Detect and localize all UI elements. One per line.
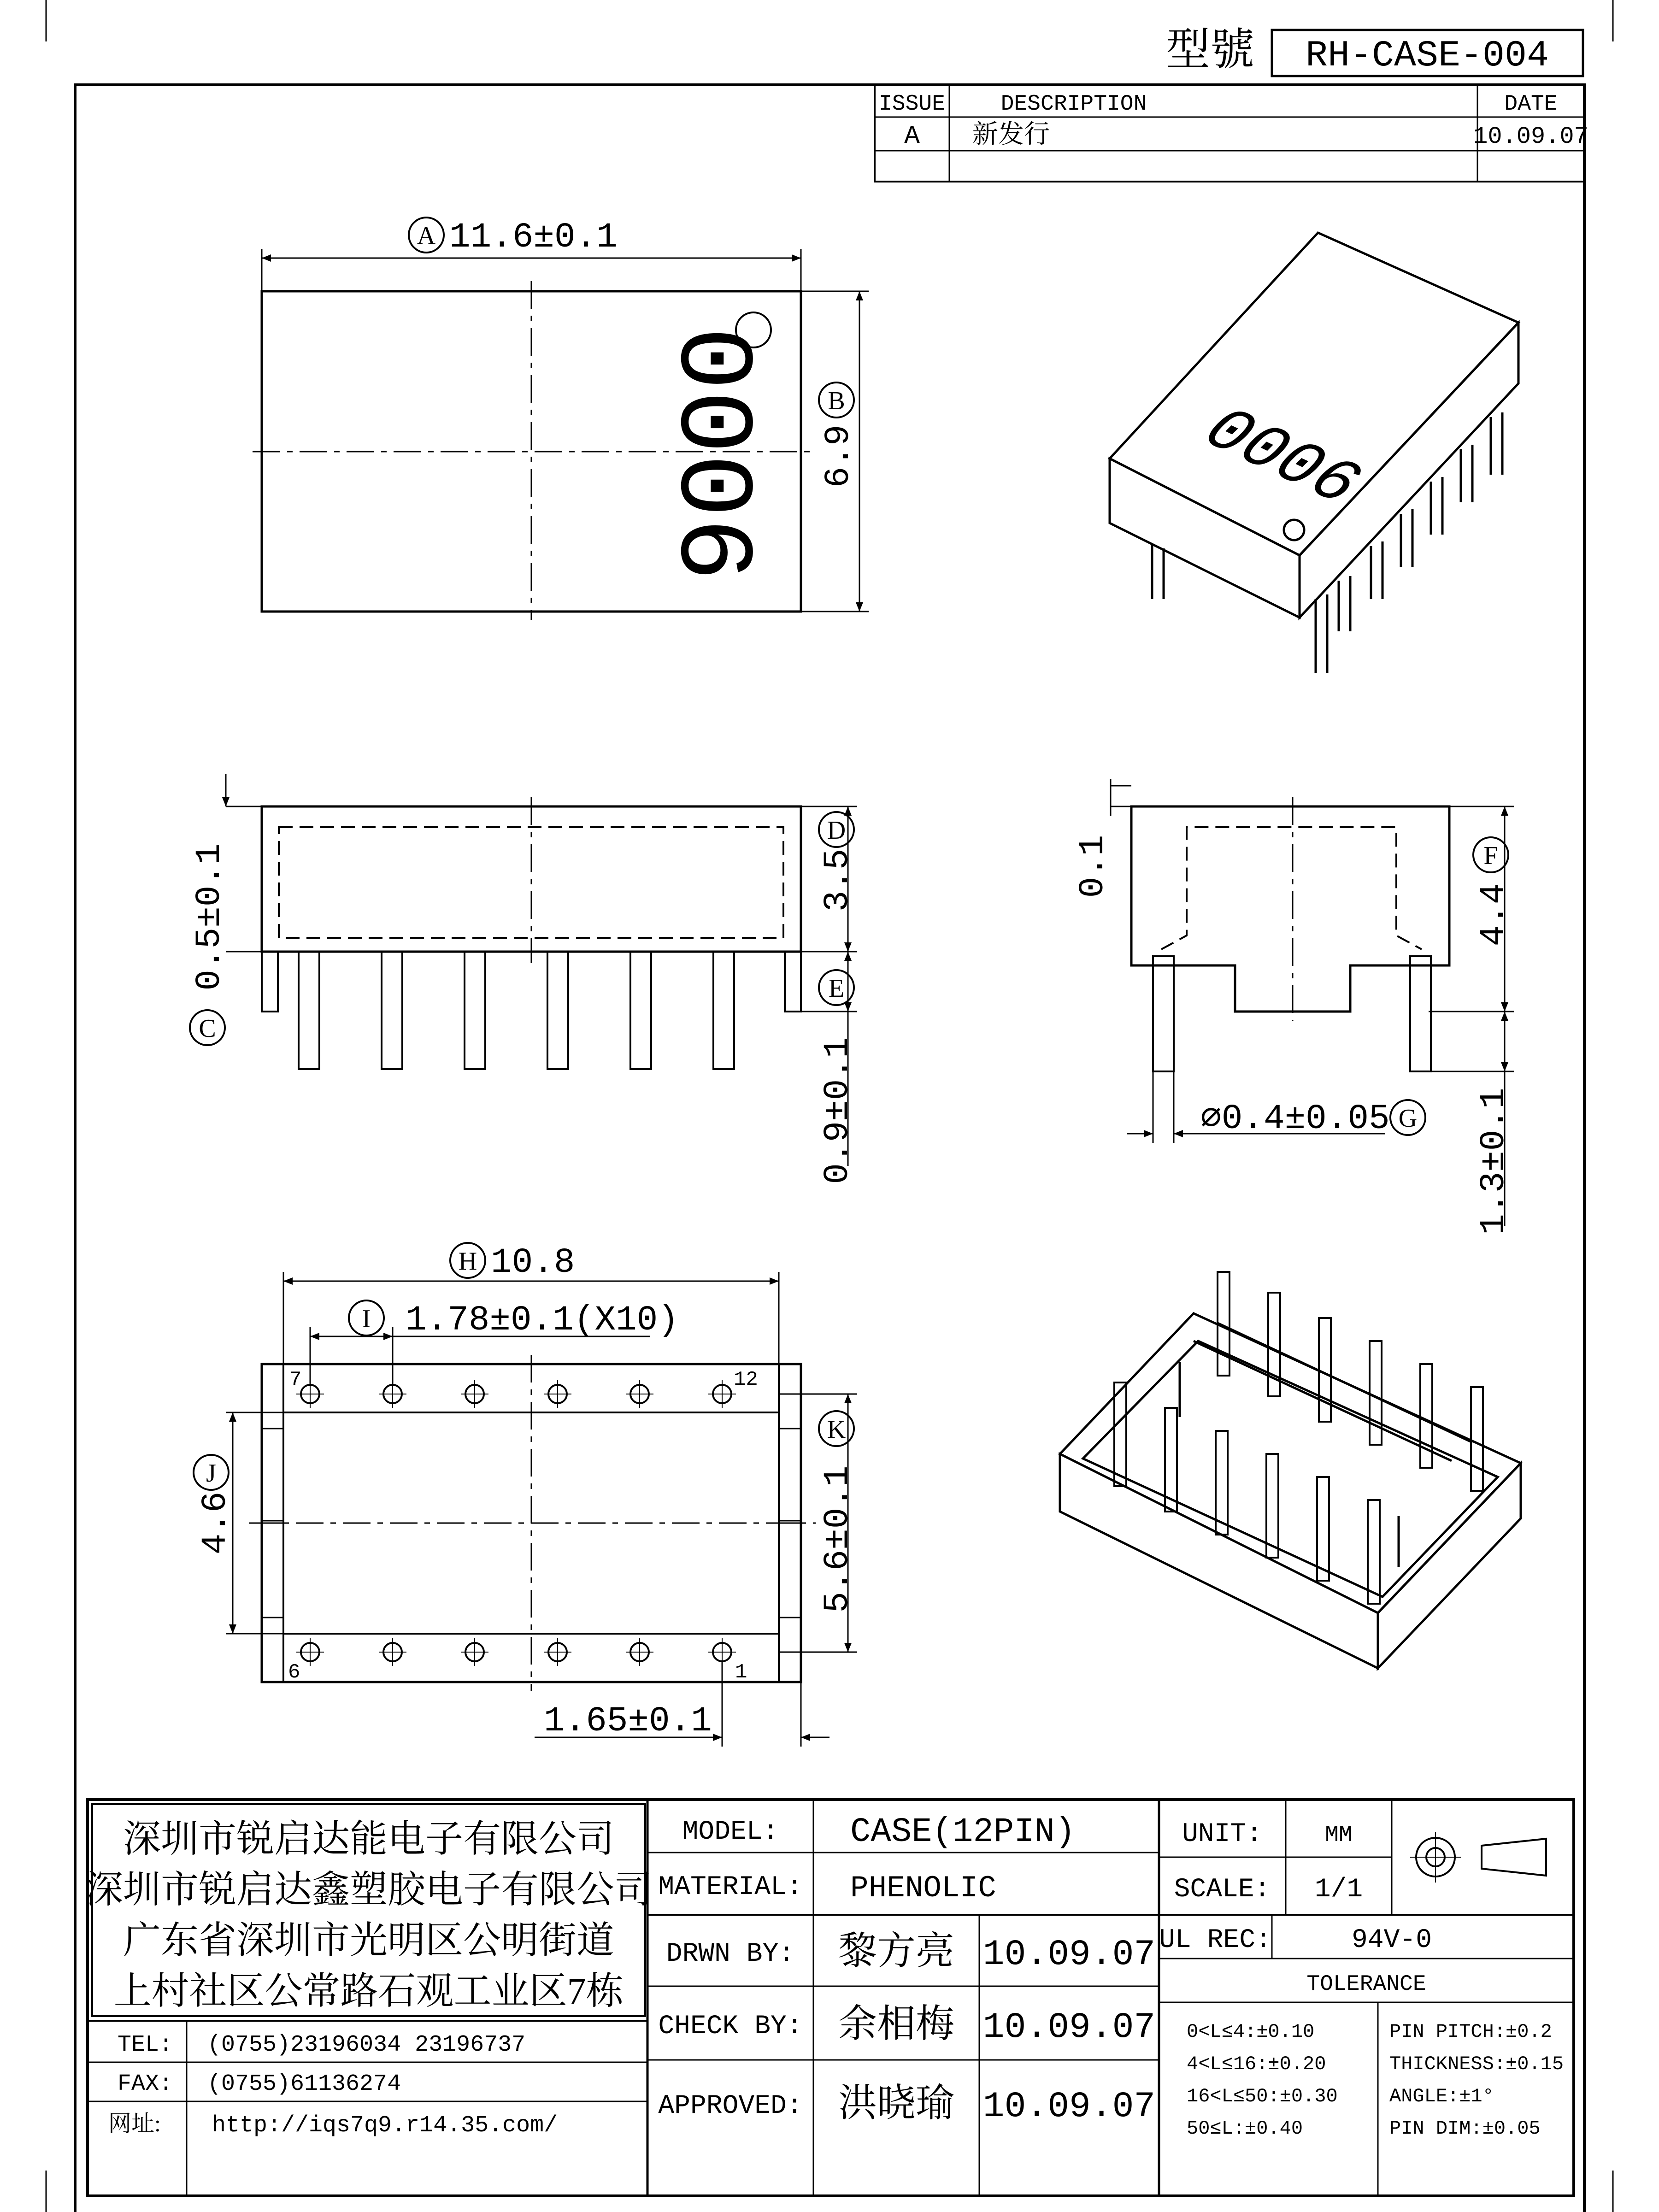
dim-I-value: 1.78±0.1(X10) (406, 1300, 679, 1340)
iso-pin1-dot (1284, 520, 1304, 540)
pin-number-1: 1 (735, 1661, 747, 1684)
tolerance-left-2: 4<L≤16:±0.20 (1187, 2053, 1326, 2075)
dim-G-marker-letter: G (1398, 1104, 1418, 1133)
unit-value: MM (1324, 1822, 1353, 1848)
ul-label: UL REC: (1159, 1925, 1271, 1955)
tolerance-right-3: ANGLE:±1° (1389, 2085, 1494, 2107)
dim-D-marker-letter: D (827, 816, 846, 845)
revision-row-description: 新发行 (972, 120, 1050, 149)
tolerance-right-4: PIN DIM:±0.05 (1389, 2118, 1541, 2140)
model-number-value: RH-CASE-004 (1305, 35, 1549, 77)
material-label: MATERIAL: (658, 1872, 803, 1902)
model-label: MODEL: (682, 1817, 779, 1847)
check-name: 余相梅 (838, 2003, 955, 2046)
dim-side-gap: 0.1 (1073, 835, 1113, 898)
dim-C-value: 0.5±0.1 (190, 843, 229, 991)
fax-label: FAX: (118, 2071, 173, 2097)
front-view (190, 774, 858, 1184)
tolerance-right-2: THICKNESS:±0.15 (1389, 2053, 1564, 2075)
tolerance-label: TOLERANCE (1306, 1972, 1426, 1997)
top-view (253, 218, 869, 620)
approved-label: APPROVED: (658, 2091, 803, 2121)
dim-A-value: 11.6±0.1 (449, 218, 618, 257)
dim-K-marker-letter: K (827, 1415, 846, 1444)
company-line-3: 广东省深圳市光明区公明街道 (123, 1919, 615, 1961)
dim-D-value: 3.5 (818, 848, 858, 912)
dim-I-marker-letter: I (362, 1305, 371, 1333)
material-value: PHENOLIC (850, 1871, 996, 1906)
web-label: 网址: (108, 2111, 161, 2136)
revision-row-date: 10.09.07 (1473, 123, 1588, 150)
pin-number-7: 7 (289, 1368, 302, 1391)
unit-label: UNIT: (1182, 1819, 1263, 1849)
dim-K-value: 5.6±0.1 (818, 1465, 858, 1613)
tolerance-left-3: 16<L≤50:±0.30 (1187, 2085, 1338, 2107)
dim-F-value: 4.4 (1474, 883, 1514, 947)
tel-label: TEL: (118, 2032, 173, 2058)
scale-value: 1/1 (1314, 1875, 1363, 1905)
scale-label: SCALE: (1174, 1875, 1271, 1905)
dim-pin-offset: 1.65±0.1 (544, 1701, 712, 1741)
dim-A-marker-letter: A (417, 222, 436, 250)
dim-pin-length: 1.3±0.1 (1474, 1088, 1514, 1235)
side-view (1073, 779, 1514, 1235)
dim-J-value: 4.6 (196, 1491, 235, 1555)
tolerance-left-1: 0<L≤4:±0.10 (1187, 2021, 1315, 2043)
pin-number-6: 6 (288, 1661, 300, 1684)
dim-H-marker-letter: H (458, 1247, 477, 1276)
ul-value: 94V-0 (1351, 1925, 1432, 1955)
revision-table (875, 85, 1588, 182)
drawn-date: 10.09.07 (982, 1935, 1156, 1975)
dim-E-marker-letter: E (828, 974, 845, 1003)
tolerance-right-1: PIN PITCH:±0.2 (1389, 2021, 1552, 2043)
bottom-view (194, 1243, 858, 1747)
approved-name: 洪晓瑜 (838, 2082, 955, 2125)
dim-G-value: ⌀0.4±0.05 (1200, 1099, 1390, 1139)
check-label: CHECK BY: (658, 2012, 803, 2041)
revision-col-description: DESCRIPTION (1000, 92, 1147, 117)
dim-F-marker-letter: F (1483, 841, 1498, 870)
dim-B-marker-letter: B (828, 387, 845, 415)
dim-B-value: 6.9 (819, 424, 859, 488)
tolerance-left-4: 50≤L:±0.40 (1187, 2118, 1303, 2140)
company-line-1: 深圳市锐启达能电子有限公司 (123, 1818, 615, 1860)
approved-date: 10.09.07 (982, 2087, 1156, 2127)
model-value: CASE(12PIN) (850, 1813, 1076, 1852)
iso-marking: 0006 (1183, 398, 1379, 518)
tel-value: (0755)23196034 23196737 (207, 2032, 526, 2058)
fax-value: (0755)61136274 (207, 2071, 401, 2097)
pin-number-12: 12 (734, 1368, 758, 1391)
revision-row-issue: A (904, 121, 920, 151)
drawn-label: DRWN BY: (666, 1939, 795, 1969)
model-number-label: 型號 (1166, 25, 1254, 74)
drawn-name: 黎方亮 (838, 1930, 955, 1973)
company-line-4: 上村社区公常路石观工业区7栋 (113, 1970, 624, 2012)
dim-H-value: 10.8 (491, 1243, 575, 1282)
revision-col-date: DATE (1504, 92, 1558, 117)
isometric-pins (1114, 1272, 1483, 1604)
dim-J-marker-letter: J (206, 1459, 216, 1488)
title-block (85, 1800, 1574, 2196)
company-line-2: 深圳市锐启达鑫塑胶电子有限公司 (85, 1869, 653, 1911)
top-view-marking: 0006 (650, 326, 770, 582)
dim-C-marker-letter: C (199, 1014, 216, 1043)
dim-E-value: 0.9±0.1 (818, 1037, 858, 1184)
web-value: http://iqs7q9.r14.35.com/ (212, 2112, 558, 2139)
projection-symbol-icon (1410, 1832, 1546, 1883)
revision-col-issue: ISSUE (878, 92, 946, 117)
isometric-view-bottom (1060, 1313, 1521, 1668)
check-date: 10.09.07 (982, 2007, 1156, 2048)
